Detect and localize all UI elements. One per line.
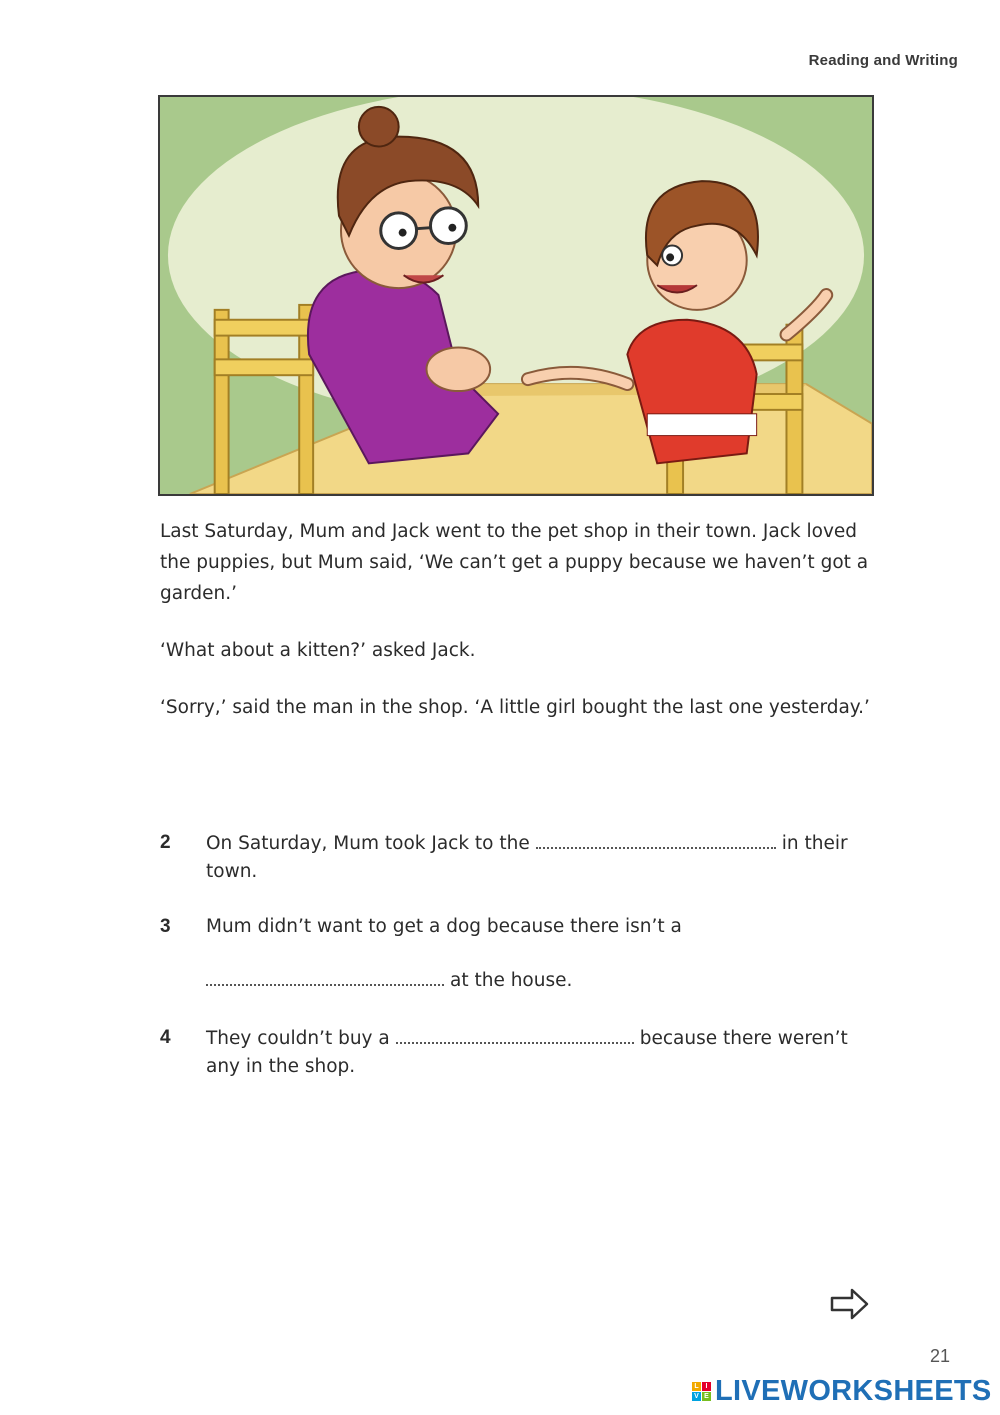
arrow-right-icon[interactable] <box>830 1287 870 1321</box>
liveworksheets-logo-icon: L I V E <box>692 1382 711 1401</box>
story-paragraph: Last Saturday, Mum and Jack went to the pet shop in their town. Jack loved the puppies, but Mum said, ‘We can’t get a puppy because we haven’t got a garden.’ <box>160 521 869 604</box>
question-text: because there weren’t any in the shop. <box>206 1028 848 1077</box>
story-paragraph: ‘Sorry,’ said the man in the shop. ‘A little girl bought the last one yesterday.’ <box>160 697 870 718</box>
question-text: in their town. <box>206 833 848 882</box>
question-3 <box>160 913 880 1008</box>
question-2 <box>160 829 880 886</box>
question-4 <box>160 1024 880 1081</box>
question-text: On Saturday, Mum took Jack to the <box>206 833 530 854</box>
answer-blank[interactable] <box>536 829 776 849</box>
brand-name: LIVEWORKSHEETS <box>715 1374 992 1407</box>
story-illustration <box>158 95 874 496</box>
story-paragraph: ‘What about a kitten?’ asked Jack. <box>160 640 476 661</box>
answer-blank[interactable] <box>396 1024 634 1044</box>
question-text: at the house. <box>450 970 573 991</box>
section-header: Reading and Writing <box>808 52 958 69</box>
page-number: 21 <box>930 1346 951 1366</box>
question-text: They couldn’t buy a <box>206 1028 390 1049</box>
question-number: 2 <box>160 832 171 853</box>
answer-blank[interactable] <box>206 966 444 986</box>
liveworksheets-logo[interactable] <box>692 1374 992 1408</box>
question-text: Mum didn’t want to get a dog because there isn’t a <box>206 916 682 937</box>
story-text <box>160 516 880 749</box>
question-number: 4 <box>160 1027 171 1048</box>
question-number: 3 <box>160 916 171 937</box>
